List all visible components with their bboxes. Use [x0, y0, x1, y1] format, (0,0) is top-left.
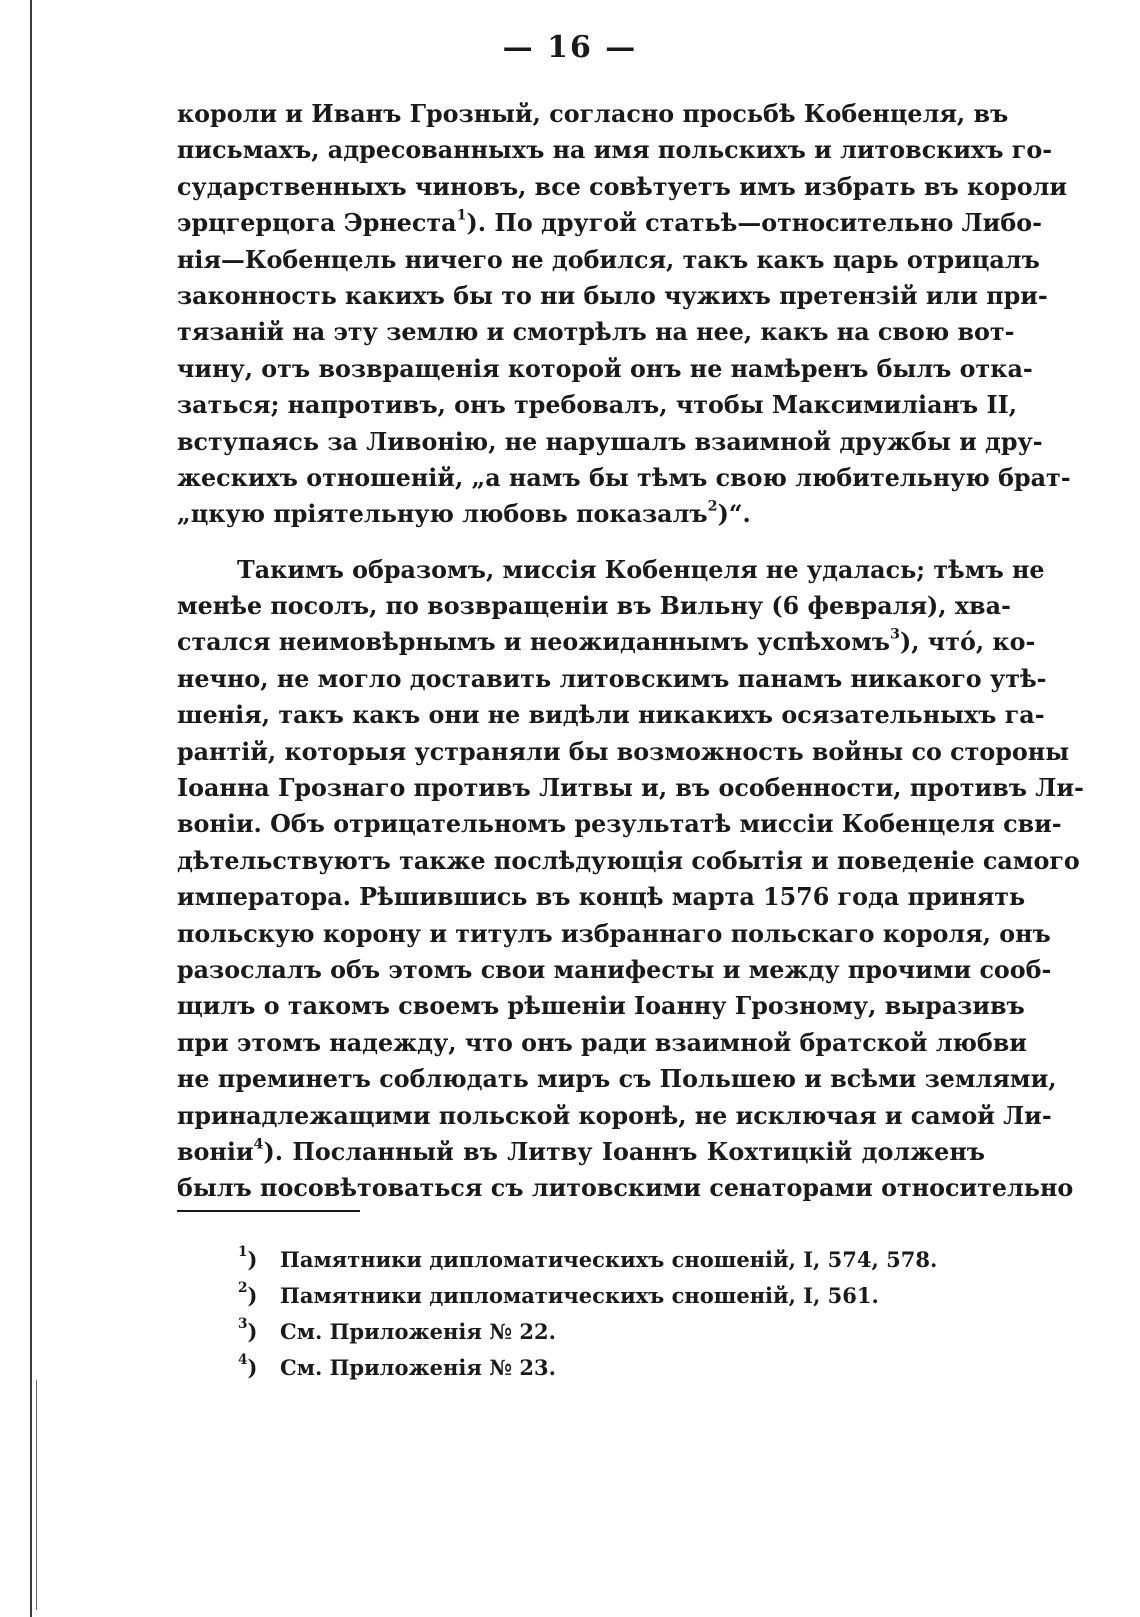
text-line: „цкую пріятельную любовь показалъ$^2$)“.	[177, 498, 751, 529]
text-line: тязаній на эту землю и смотрѣлъ на нее, какъ на свою вот-	[177, 318, 1015, 347]
footnote-separator	[177, 1210, 360, 1212]
text-line: рантій, которыя устраняли бы возможность войны со стороны	[177, 737, 1070, 766]
text-line: не преминетъ соблюдать миръ съ Польшею и всѣми землями,	[177, 1065, 1057, 1094]
text-line: дѣтельствуютъ также послѣдующія событія и поведеніе самого	[177, 846, 1080, 875]
footnotes	[238, 1242, 938, 1386]
scan-binding-edge-secondary	[36, 1380, 37, 1610]
text-line: менѣе посолъ, по возвращеніи въ Вильну (6 февраля), хва-	[177, 592, 1011, 621]
text-line: короли и Иванъ Грозный, согласно просьбѣ Кобенцеля, въ	[177, 100, 1009, 128]
text-line: польскую корону и титулъ избраннаго польскаго короля, онъ	[177, 919, 1051, 948]
text-line: при этомъ надежду, что онъ ради взаимной братской любви	[177, 1028, 1027, 1057]
text-line: Іоанна Грознаго противъ Литвы и, въ особенности, противъ Ли-	[177, 774, 1084, 803]
text-line: нечно, не могло доставить литовскимъ панамъ никакого утѣ-	[177, 664, 1047, 693]
page-number: — 16 —	[502, 30, 638, 65]
text-line: эрцгерцога Эрнеста$^1$). По другой статьѣ—относительно Либо-	[177, 207, 1042, 238]
footnote: $^3$) См. Приложенія № 22.	[238, 1316, 556, 1344]
text-line: шенія, такъ какъ они не видѣли никакихъ осязательныхъ га-	[177, 701, 1045, 730]
text-line: разослалъ объ этомъ свои манифесты и между прочими сооб-	[177, 955, 1052, 984]
text-line: сударственныхъ чиновъ, все совѣтуетъ имъ избрать въ короли	[177, 172, 1068, 201]
paragraph-gap	[177, 533, 985, 552]
footnote: $^2$) Памятники дипломатическихъ сношеній, I, 561.	[238, 1280, 879, 1308]
text-line: былъ посовѣтоваться съ литовскими сенаторами относительно	[177, 1174, 1074, 1203]
text-line: чину, отъ возвращенія которой онъ не намѣренъ былъ отка-	[177, 354, 1033, 383]
text-line: императора. Рѣшившись въ концѣ марта 1576 года принять	[177, 883, 1026, 912]
scan-binding-edge	[30, 0, 32, 1617]
footnote-ref: 2	[707, 498, 718, 515]
text-line: вступаясь за Ливонію, не нарушалъ взаимной дружбы и дру-	[177, 427, 1043, 456]
text-line: воніи$^4$). Посланный въ Литву Іоаннъ Кохтицкій долженъ	[177, 1136, 985, 1166]
text-line: письмахъ, адресованныхъ на имя польскихъ и литовскихъ го-	[177, 136, 1053, 165]
text-line: стался неимовѣрнымъ и неожиданнымъ успѣхомъ$^3$), что́, ко-	[177, 627, 1036, 657]
text-line: воніи. Объ отрицательномъ результатѣ миссіи Кобенцеля сви-	[177, 810, 1062, 839]
text-line: нія—Кобенцель ничего не добился, такъ какъ царь отрицалъ	[177, 245, 1040, 274]
text-line: щилъ о такомъ своемъ рѣшеніи Іоанну Грозному, выразивъ	[177, 992, 1025, 1021]
footnote-ref: 3	[890, 627, 900, 644]
text-line: принадлежащими польской коронѣ, не исключая и самой Ли-	[177, 1101, 1052, 1130]
text-line: заться; напротивъ, онъ требовалъ, чтобы Максимиліанъ II,	[177, 391, 1018, 420]
text-line: жескихъ отношеній, „а намъ бы тѣмъ свою любительную брат-	[177, 463, 1071, 492]
footnote: $^4$) См. Приложенія № 23.	[238, 1352, 556, 1380]
footnote: $^1$) Памятники дипломатическихъ сношеній, I, 574, 578.	[238, 1244, 938, 1272]
body-text	[177, 96, 1084, 1207]
footnote-ref: 1	[456, 207, 467, 224]
footnote-ref: 4	[253, 1136, 264, 1153]
text-line: законность какихъ бы то ни было чужихъ претензій или при-	[177, 281, 1048, 310]
text-line: Такимъ образомъ, миссія Кобенцеля не удалась; тѣмъ не	[237, 555, 1045, 584]
